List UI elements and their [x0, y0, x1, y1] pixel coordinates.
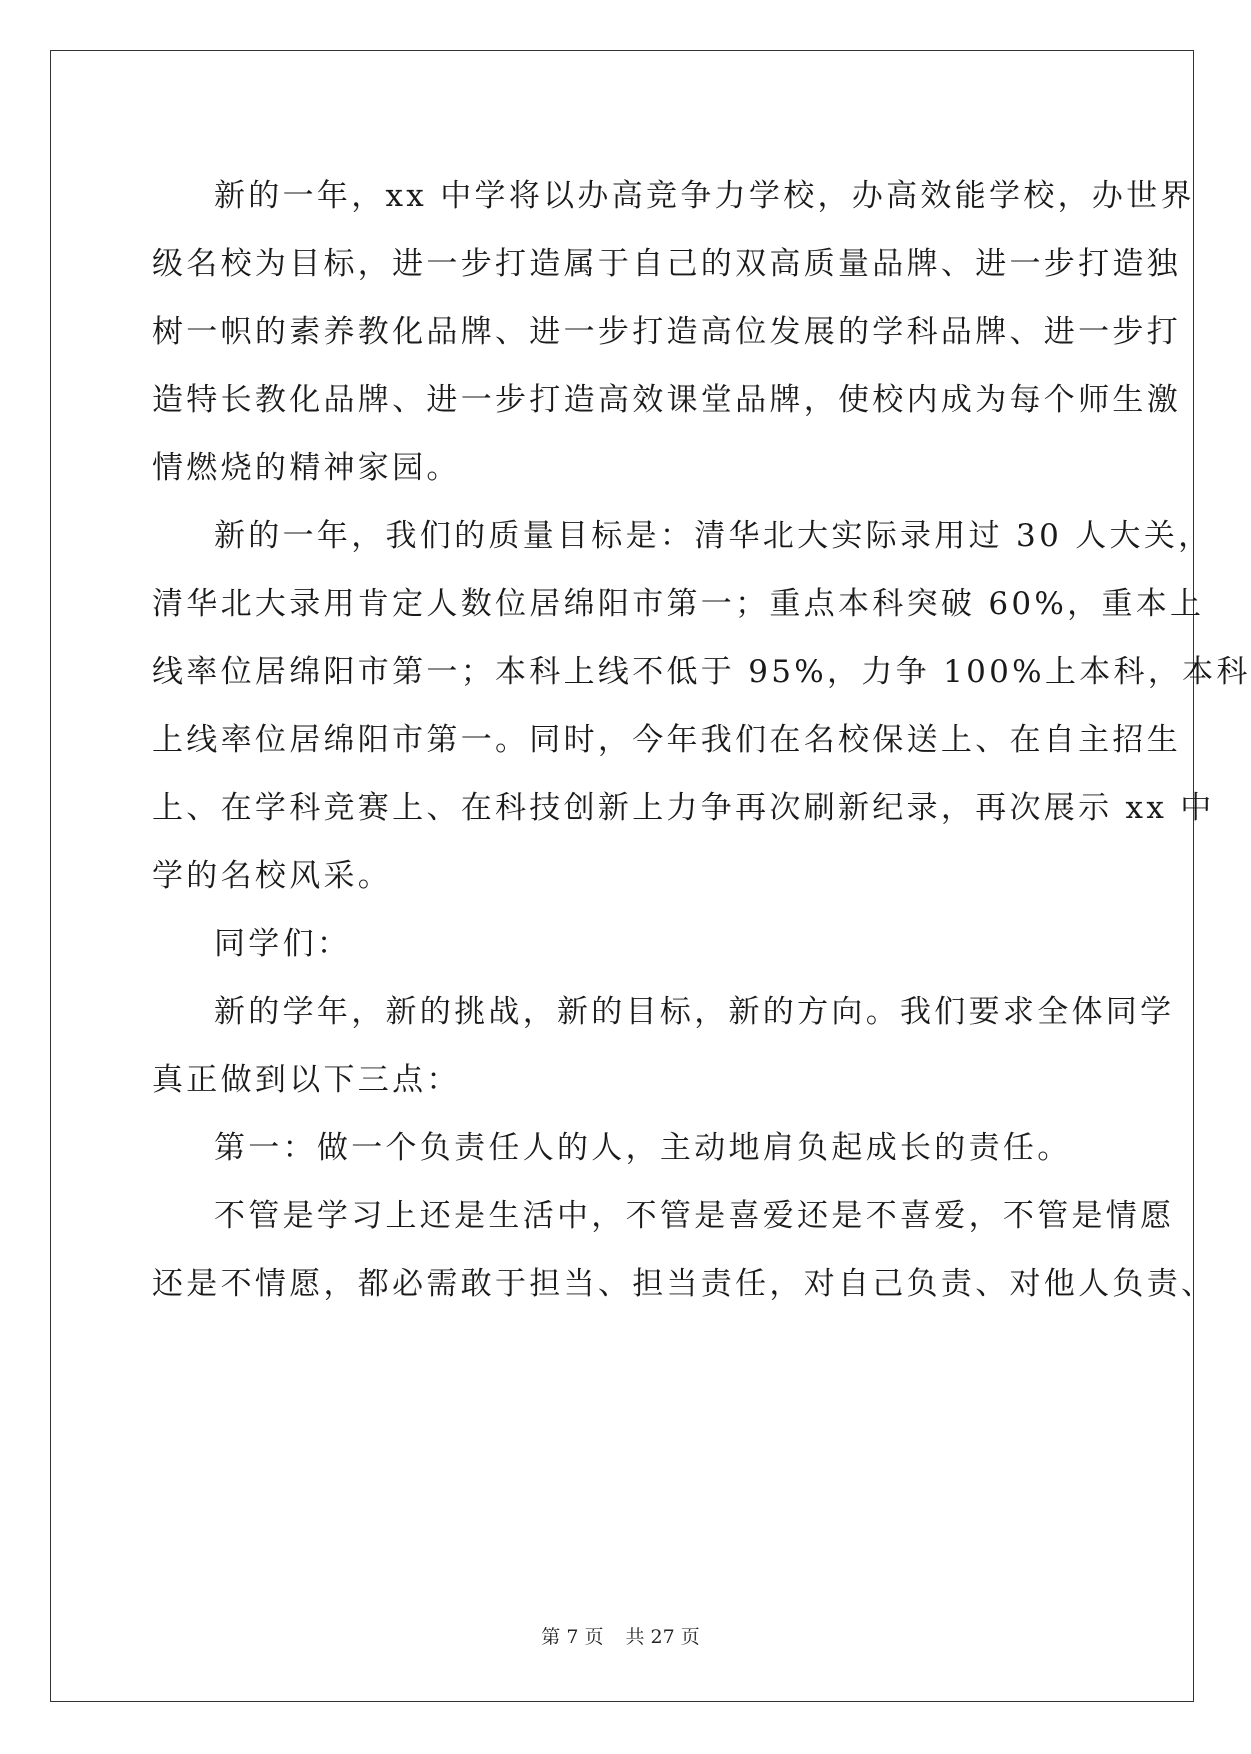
text-line: 级名校为目标，进一步打造属于自己的双高质量品牌、进一步打造独: [152, 246, 1181, 282]
text-line: 同学们：: [214, 926, 352, 962]
text-line: 新的一年，xx 中学将以办高竞争力学校，办高效能学校，办世界: [214, 178, 1195, 214]
page-footer: [0, 1622, 1241, 1649]
text-line: 新的一年，我们的质量目标是：清华北大实际录用过 30 人大关，: [214, 518, 1213, 554]
text-line: 真正做到以下三点：: [152, 1062, 461, 1098]
text-line: 树一帜的素养教化品牌、进一步打造高位发展的学科品牌、进一步打: [152, 314, 1181, 350]
page-total: 共 27 页: [625, 1626, 700, 1648]
document-body: [152, 162, 1251, 1318]
text-line: 学的名校风采。: [152, 858, 393, 894]
text-line: 不管是学习上还是生活中，不管是喜爱还是不喜爱，不管是情愿: [214, 1198, 1175, 1234]
text-line: 上线率位居绵阳市第一。同时，今年我们在名校保送上、在自主招生: [152, 722, 1181, 758]
text-line: 造特长教化品牌、进一步打造高效课堂品牌，使校内成为每个师生激: [152, 382, 1181, 418]
page-number: 第 7 页: [541, 1626, 604, 1648]
text-line: 第一：做一个负责任人的人，主动地肩负起成长的责任。: [214, 1130, 1072, 1166]
text-line: 清华北大录用肯定人数位居绵阳市第一；重点本科突破 60%，重本上: [152, 586, 1205, 622]
text-line: 线率位居绵阳市第一；本科上线不低于 95%，力争 100%上本科，本科: [152, 654, 1251, 690]
text-line: 新的学年，新的挑战，新的目标，新的方向。我们要求全体同学: [214, 994, 1175, 1030]
text-line: 情燃烧的精神家园。: [152, 450, 461, 486]
text-line: 上、在学科竞赛上、在科技创新上力争再次刷新纪录，再次展示 xx 中: [152, 790, 1215, 826]
text-line: 还是不情愿，都必需敢于担当、担当责任，对自己负责、对他人负责、: [152, 1266, 1216, 1302]
